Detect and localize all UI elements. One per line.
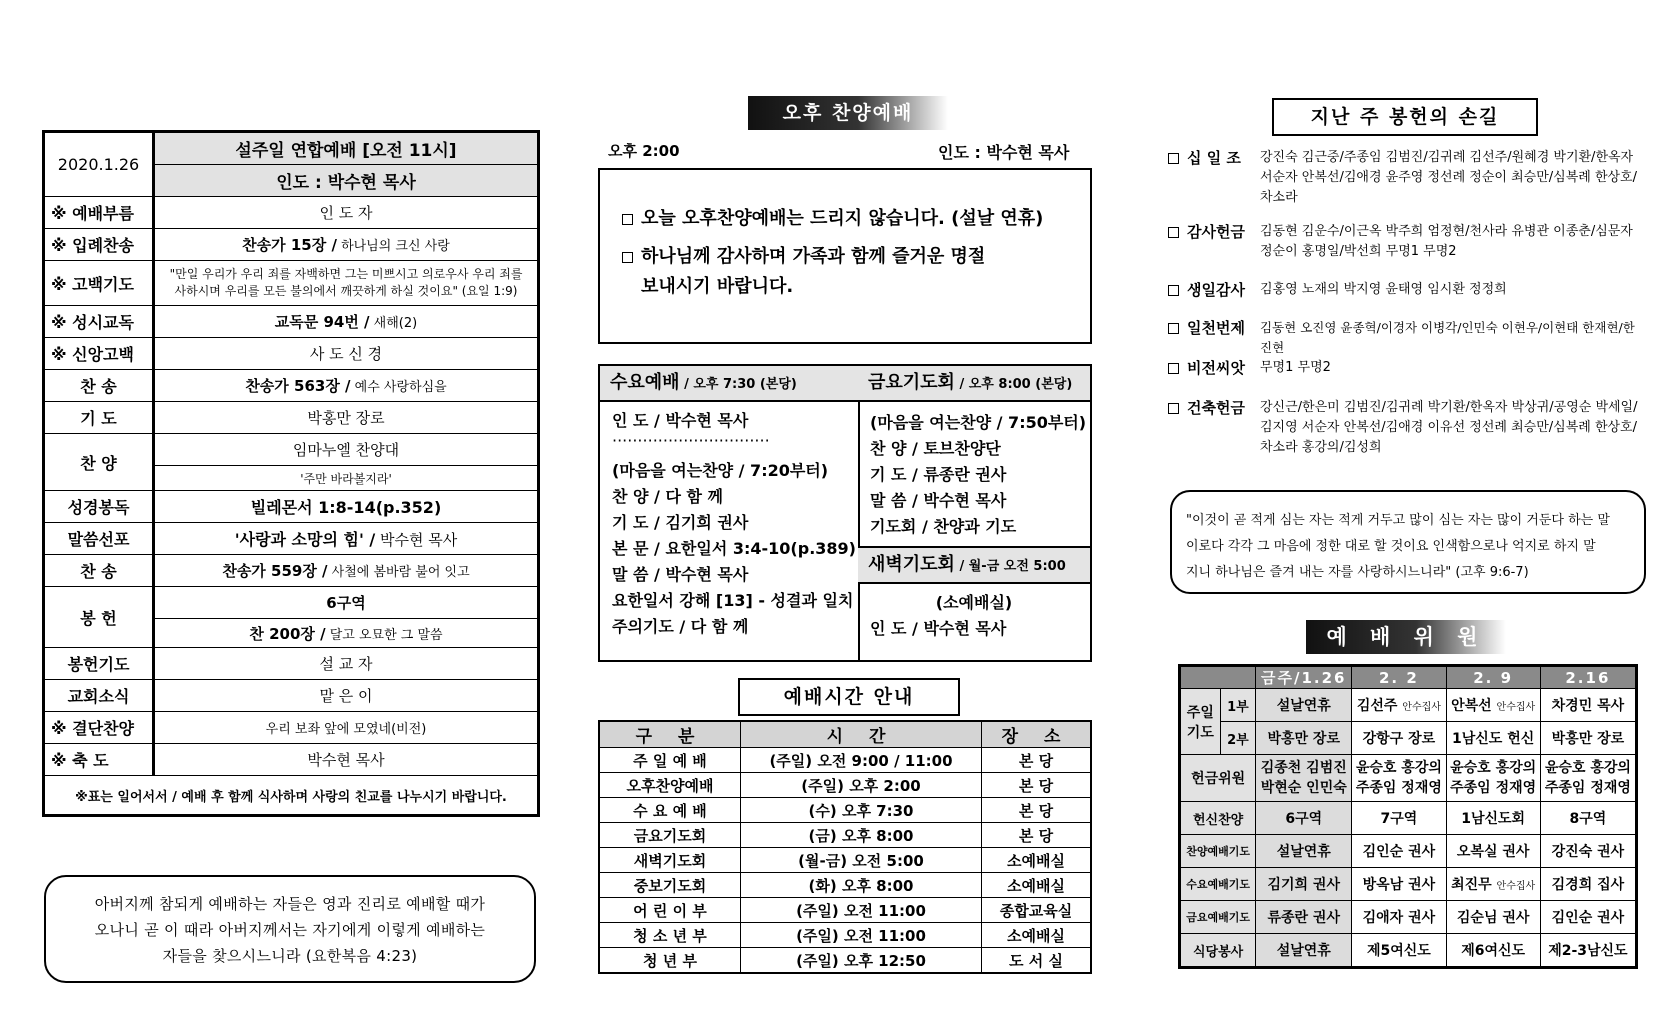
afternoon-leader: 인도 : 박수현 목사 — [938, 143, 1070, 162]
row-scripture: 성경봉독 빌레몬서 1:8-14(p.352) — [44, 491, 539, 523]
verse-box-corinthians: "이것이 곧 적게 심는 자는 적게 거두고 많이 심는 자는 많이 거둔다 하는 말 이로다 각각 그 마음에 정한 대로 할 것이요 인색함으로나 억지로 하지 말 지니 하나님은 즐겨 내는 자를 사랑하시느니라" (고후 9:6-7) — [1170, 490, 1646, 594]
roster-table: 금주/1.26 2. 2 2. 9 2.16 주일기도 1부 설날연휴 김선주 안수집사 안복선 안수집사 차경민 목사 2부 박홍만 장로 강항구 장로 1남신도 헌신 박홍만 장로 헌금위원 김종천 김범진 박현순 인민숙 윤승호 홍강의 주종임 정재영 윤승호 홍강의 주종임 정재영 윤승호 홍강의 주종임 정재영 헌신찬양 6구역 7구역 1남신도회 8구역 찬양예배기도 설날연휴 김인순 권사 오복실 권사 강진숙 권사 수요예배기도 김기희 권사 방옥남 권사 최진무 안수집사 김경희 집사 금요예배기도 류종란 권사 김애자 권사 김순님 권사 김인순 권사 식당봉사 설날연휴 제5여신도 제6여신도 제2-3남신도 — [1178, 664, 1638, 969]
service-title: 설주일 연합예배 [오전 11시] — [154, 132, 539, 165]
row-entrance: ※ 입례찬송 찬송가 15장 / 하나님의 크신 사랑 — [44, 229, 539, 261]
checkbox-icon — [622, 252, 633, 263]
table-row: 오후찬양예배 (주일) 오후 2:00 본 당 — [599, 773, 1091, 798]
row-confession: ※ 고백기도 "만일 우리가 우리 죄를 자백하면 그는 미쁘시고 의로우사 우리 죄를 사하시며 우리를 모든 불의에서 깨끗하게 하실 것이요" (요일 1:9) — [44, 261, 539, 306]
table-row: 찬양예배기도 설날연휴 김인순 권사 오복실 권사 강진숙 권사 — [1180, 835, 1637, 868]
checkbox-icon — [622, 214, 633, 225]
schedule-title: 예배시간 안내 — [738, 678, 960, 716]
offerings-title: 지난 주 봉헌의 손길 — [1272, 98, 1538, 136]
checkbox-icon — [1168, 153, 1179, 164]
order-of-service-table: 2020.1.26 설주일 연합예배 [오전 11시] 인도 : 박수현 목사 ※ 예배부름 인 도 자 ※ 입례찬송 찬송가 15장 / 하나님의 크신 사랑 ※ 고백기도 "만일 우리가 우리 죄를 자백하면 그는 미쁘시고 의로우사 우리 죄를 사하시며 우리를 모든 불의에서 깨끗하게 하실 것이요" (요일 1:9) ※ 성시교독 교독문 94번 / 새해(2) ※ 신앙고백 사 도 신 경 찬 송 찬송가 563장 / 예수 사랑하심을 기 도 박홍만 장로 찬 양 임마누엘 찬양대 '주만 바라볼지라' 성경봉독 빌레몬서 1:8-14(p.352) 말씀선포 '사랑과 소망의 힘' / 박수현 목사 찬 송 찬송가 559장 / 사철에 봄바람 불어 잇고 봉 헌 6구역 찬 200장 / 달고 오묘한 그 말씀 봉헌기도 설 교 자 교회소식 맡 은 이 ※ 결단찬양 우리 보좌 앞에 모였네(비전) ※ 축 도 박수현 목사 ※표는 일어서서 / 예배 후 함께 식사하며 사랑의 친교를 나누시기 바랍니다. — [42, 130, 540, 817]
schedule-table: 구 분 시 간 장 소 주 일 예 배 (주일) 오전 9:00 / 11:00 본 당 오후찬양예배 (주일) 오후 2:00 본 당 수 요 예 배 (수) 오후 7:30 본 당 금요기도회 (금) 오후 8:00 본 당 새벽기도회 (월-금) 오전 5:00 소예배실 중보기도회 (화) 오후 8:00 소예배실 어 린 이 부 (주일) 오전 11:00 종합교육실 청 소 년 부 (주일) 오전 11:00 소예배실 청 년 부 (주일) 오후 12:50 도 서 실 — [598, 720, 1092, 974]
row-sermon: 말씀선포 '사랑과 소망의 힘' / 박수현 목사 — [44, 523, 539, 555]
table-row: 금요예배기도 류종란 권사 김애자 권사 김순님 권사 김인순 권사 — [1180, 901, 1637, 934]
checkbox-icon — [1168, 323, 1179, 334]
checkbox-icon — [1168, 363, 1179, 374]
dawn-prayer: 새벽기도회 / 월-금 오전 5:00 — [858, 546, 1090, 584]
table-row: 어 린 이 부 (주일) 오전 11:00 종합교육실 — [599, 898, 1091, 923]
table-row: 중보기도회 (화) 오후 8:00 소예배실 — [599, 873, 1091, 898]
weekly-services-box — [598, 364, 1092, 662]
row-offering: 봉 헌 6구역 — [44, 587, 539, 619]
service-date: 2020.1.26 — [44, 132, 154, 197]
row-decision: ※ 결단찬양 우리 보좌 앞에 모였네(비전) — [44, 712, 539, 744]
row-offering-prayer: 봉헌기도 설 교 자 — [44, 648, 539, 680]
afternoon-time: 오후 2:00 — [608, 142, 680, 160]
table-row: 금요기도회 (금) 오후 8:00 본 당 — [599, 823, 1091, 848]
table-row: 수 요 예 배 (수) 오후 7:30 본 당 — [599, 798, 1091, 823]
service-leader: 인도 : 박수현 목사 — [154, 165, 539, 197]
row-reading: ※ 성시교독 교독문 94번 / 새해(2) — [44, 306, 539, 338]
row-hymn1: 찬 송 찬송가 563장 / 예수 사랑하심을 — [44, 370, 539, 402]
roster-title: 예 배 위 원 — [1306, 620, 1506, 654]
checkbox-icon — [1168, 285, 1179, 296]
table-row: 식당봉사 설날연휴 제5여신도 제6여신도 제2-3남신도 — [1180, 934, 1637, 968]
table-row: 수요예배기도 김기희 권사 방옥남 권사 최진무 안수집사 김경희 집사 — [1180, 868, 1637, 901]
table-row: 청 년 부 (주일) 오후 12:50 도 서 실 — [599, 948, 1091, 974]
table-row: 헌금위원 김종천 김범진 박현순 인민숙 윤승호 홍강의 주종임 정재영 윤승호 홍강의 주종임 정재영 윤승호 홍강의 주종임 정재영 — [1180, 755, 1637, 802]
table-row: 새벽기도회 (월-금) 오전 5:00 소예배실 — [599, 848, 1091, 873]
afternoon-service-title: 오후 찬양예배 — [748, 96, 948, 130]
row-call: ※ 예배부름 인 도 자 — [44, 197, 539, 229]
row-creed: ※ 신앙고백 사 도 신 경 — [44, 338, 539, 370]
table-row: 2부 박홍만 장로 강항구 장로 1남신도 헌신 박홍만 장로 — [1180, 722, 1637, 755]
order-footnote: ※표는 일어서서 / 예배 후 함께 식사하며 사랑의 친교를 나누시기 바랍니다. — [44, 776, 539, 816]
verse-box-john: 아버지께 참되게 예배하는 자들은 영과 진리로 예배할 때가 오나니 곧 이 때라 아버지께서는 자기에게 이렇게 예배하는 자들을 찾으시느니라 (요한복음 4:23) — [44, 875, 536, 983]
row-benediction: ※ 축 도 박수현 목사 — [44, 744, 539, 776]
checkbox-icon — [1168, 403, 1179, 414]
row-hymn2: 찬 송 찬송가 559장 / 사철에 봄바람 불어 잇고 — [44, 555, 539, 587]
table-row: 주 일 예 배 (주일) 오전 9:00 / 11:00 본 당 — [599, 748, 1091, 773]
table-row: 주일기도 1부 설날연휴 김선주 안수집사 안복선 안수집사 차경민 목사 — [1180, 689, 1637, 722]
row-anthem: 찬 양 임마누엘 찬양대 — [44, 434, 539, 466]
row-prayer: 기 도 박홍만 장로 — [44, 402, 539, 434]
afternoon-notice-box: 오늘 오후찬양예배는 드리지 않습니다. (설날 연휴) 하나님께 감사하며 가족과 함께 즐거운 명절 보내시기 바랍니다. — [598, 168, 1092, 344]
table-row: 청 소 년 부 (주일) 오전 11:00 소예배실 — [599, 923, 1091, 948]
row-news: 교회소식 맡 은 이 — [44, 680, 539, 712]
table-row: 헌신찬양 6구역 7구역 1남신도회 8구역 — [1180, 802, 1637, 835]
checkbox-icon — [1168, 227, 1179, 238]
wednesday-service: 수요예배 / 오후 7:30 (본당) 인 도 / 박수현 목사 ······························· (마음을 여는찬양 / 7:20부터) 찬 양 / 다 함 께 기 도 / 김기희 권사 본 문 / 요한일서 3:4-10(p.389) 말 씀 / 박수현 목사 요한일서 강해 [13] - 성결과 일치 주의기도 / 다 함 께 — [600, 366, 860, 660]
friday-prayer: 금요기도회 / 오후 8:00 (본당) (마음을 여는찬양 / 7:50부터) 찬 양 / 토브찬양단 기 도 / 류종란 권사 말 씀 / 박수현 목사 기도회 / 찬양과 기도 새벽기도회 / 월-금 오전 5:00 (소예배실) 인 도 / 박수현 목사 — [858, 366, 1090, 660]
